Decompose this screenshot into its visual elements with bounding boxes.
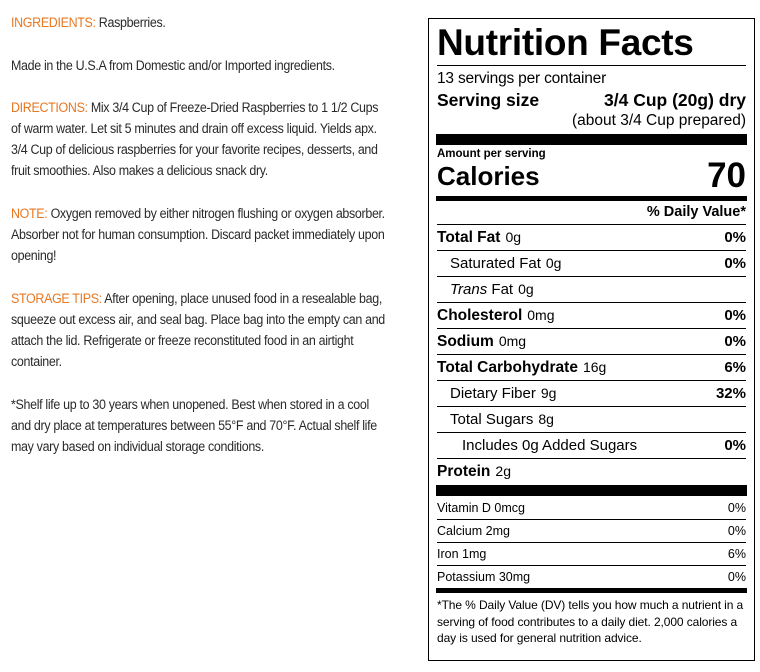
total-carb-name: Total Carbohydrate	[437, 358, 578, 376]
sodium-pct: 0%	[724, 333, 746, 350]
directions-paragraph	[11, 97, 388, 181]
potassium-pct: 0%	[727, 570, 746, 584]
cholesterol-amount: 0mg	[527, 306, 555, 323]
serving-size-value: 3/4 Cup (20g) dry	[604, 90, 746, 110]
protein-row	[437, 458, 746, 485]
nutrition-facts-panel	[428, 18, 755, 661]
saturated-fat-pct: 0%	[724, 255, 746, 272]
divider-thick	[436, 134, 747, 145]
calories-label: Calories	[437, 161, 540, 191]
total-fat-name: Total Fat	[437, 228, 501, 246]
calcium-row	[437, 519, 746, 542]
total-fat-pct: 0%	[724, 229, 746, 246]
trans-fat-name-italic: Trans	[450, 281, 488, 298]
ingredients-paragraph	[11, 12, 388, 33]
made-in-paragraph: Made in the U.S.A from Domestic and/or Imported ingredients.	[11, 58, 335, 73]
dietary-fiber-name: Dietary Fiber	[450, 385, 536, 402]
dietary-fiber-row	[437, 380, 746, 406]
iron-row	[437, 542, 746, 565]
calories-row	[437, 156, 746, 196]
potassium-row	[437, 565, 746, 588]
protein-amount: 2g	[495, 463, 511, 479]
sodium-name: Sodium	[437, 332, 494, 350]
trans-fat-amount: 0g	[518, 281, 534, 297]
sodium-row	[437, 328, 746, 354]
storage-text: After opening, place unused food in a resealable bag, squeeze out excess air, and seal bag. Place bag into the empty can and attach the lid. Refrigerate or freeze reconstituted food in an airtight container.	[11, 291, 385, 369]
storage-label: STORAGE TIPS:	[11, 291, 102, 306]
note-paragraph	[11, 203, 388, 266]
total-sugars-row	[437, 406, 746, 432]
added-sugars-pct: 0%	[724, 437, 746, 454]
ingredients-text: Raspberries.	[95, 15, 166, 30]
directions-text: Mix 3/4 Cup of Freeze-Dried Raspberries to 1 1/2 Cups of warm water. Let sit 5 minutes and drain off excess liquid. Yields apx. 3/4 Cup of delicious raspberries for your favorite recipes, desserts, and fruit smoothies. Also makes a delicious snack dry.	[11, 100, 379, 178]
total-carb-row	[437, 354, 746, 380]
saturated-fat-amount: 0g	[545, 255, 562, 271]
divider-medium-footnote	[436, 588, 747, 593]
amount-per-serving: Amount per serving	[437, 148, 546, 160]
daily-value-footnote: *The % Daily Value (DV) tells you how much a nutrient in a serving of food contributes to a daily diet. 2,000 calories a day is used for general nutrition advice.	[437, 598, 744, 645]
serving-size-prepared: (about 3/4 Cup prepared)	[571, 112, 746, 129]
calcium-name: Calcium 2mg	[437, 524, 510, 538]
potassium-name: Potassium 30mg	[437, 570, 531, 584]
total-sugars-name: Total Sugars	[450, 411, 534, 428]
calcium-pct: 0%	[727, 524, 746, 538]
serving-size-row	[437, 90, 746, 111]
divider-thin	[437, 65, 746, 66]
cholesterol-row	[437, 302, 746, 328]
total-carb-pct: 6%	[724, 359, 746, 376]
added-sugars-row	[437, 432, 746, 458]
dietary-fiber-amount: 9g	[540, 385, 557, 401]
trans-fat-name: Fat	[487, 281, 514, 298]
note-text: Oxygen removed by either nitrogen flushing or oxygen absorber. Absorber not for human consumption. Discard packet immediately upon opening!	[11, 206, 385, 263]
servings-per-container: 13 servings per container	[437, 70, 607, 87]
cholesterol-name: Cholesterol	[437, 306, 523, 324]
iron-name: Iron 1mg	[437, 547, 487, 561]
vitamin-d-row	[437, 496, 746, 519]
vitamin-d-name: Vitamin D 0mcg	[437, 500, 525, 515]
directions-label: DIRECTIONS:	[11, 100, 88, 115]
vitamin-d-pct: 0%	[727, 500, 746, 515]
saturated-fat-name: Saturated Fat	[450, 255, 541, 272]
shelf-life-paragraph: *Shelf life up to 30 years when unopened. Best when stored in a cool and dry place at temperatures between 55°F and 70°F. Actual shelf life may vary based on individual storage conditions.	[11, 397, 377, 454]
added-sugars-name: Includes 0g Added Sugars	[462, 437, 638, 454]
trans-fat-row	[437, 276, 746, 302]
storage-paragraph	[11, 288, 388, 372]
total-fat-row	[437, 224, 746, 250]
serving-size-label: Serving size	[437, 90, 540, 110]
total-fat-amount: 0g	[505, 228, 522, 245]
sodium-amount: 0mg	[498, 332, 527, 349]
divider-thick-vitamins	[436, 485, 747, 496]
total-sugars-amount: 8g	[538, 411, 554, 427]
protein-name: Protein	[437, 463, 491, 480]
calories-value: 70	[707, 156, 746, 195]
daily-value-header: % Daily Value*	[646, 204, 746, 220]
cholesterol-pct: 0%	[724, 307, 746, 324]
nutrition-facts-title: Nutrition Facts	[437, 22, 694, 63]
saturated-fat-row	[437, 250, 746, 276]
product-info-column	[11, 12, 388, 479]
total-carb-amount: 16g	[582, 358, 607, 375]
ingredients-label: INGREDIENTS:	[11, 15, 96, 30]
iron-pct: 6%	[727, 547, 746, 561]
note-label: NOTE:	[11, 206, 48, 221]
dietary-fiber-pct: 32%	[715, 385, 746, 402]
